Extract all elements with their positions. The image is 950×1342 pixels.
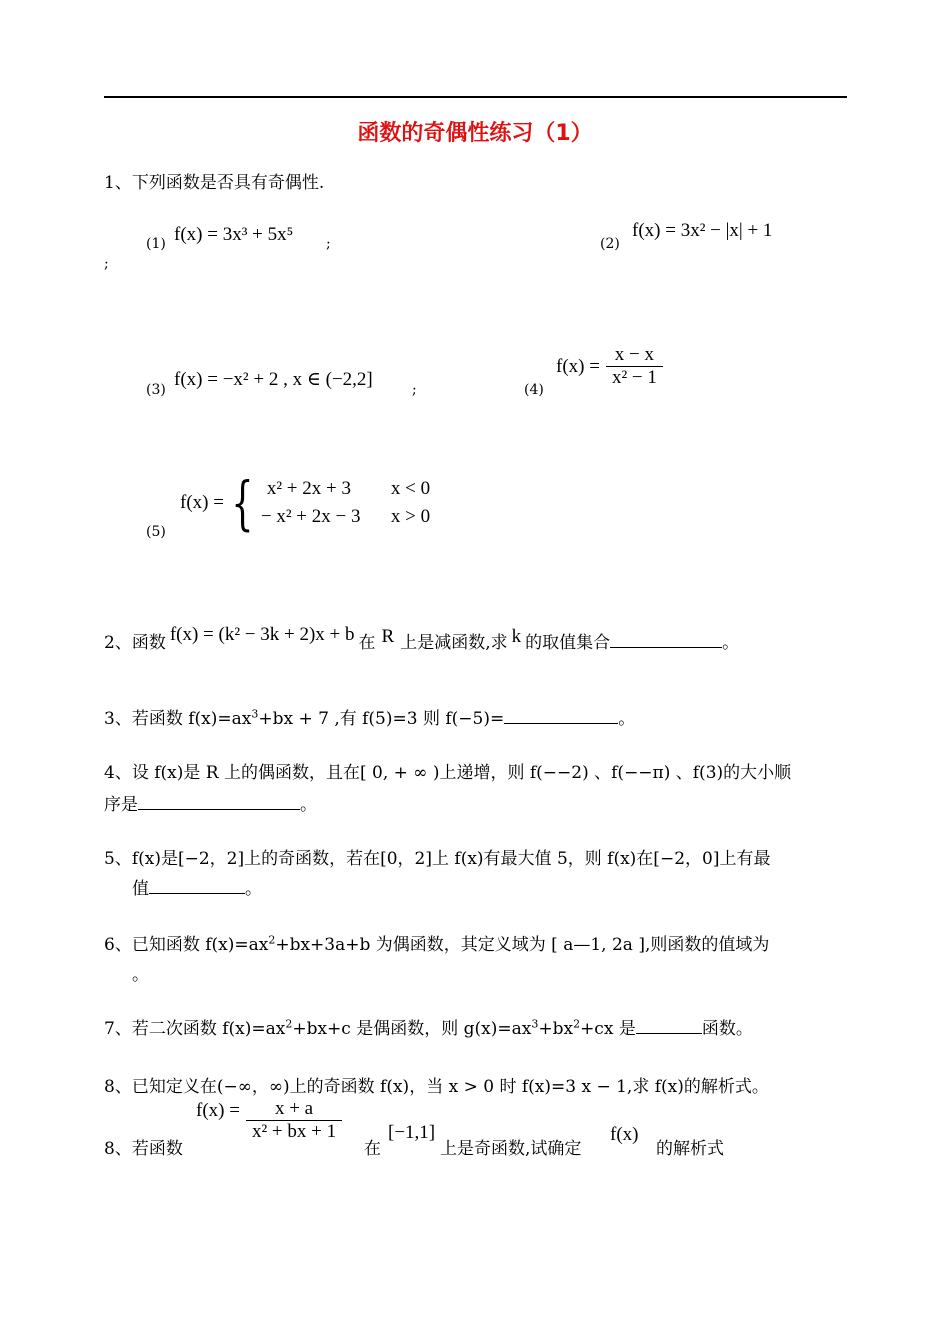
q1-part5-lhs: f(x) =	[180, 492, 224, 513]
q2-var: k	[511, 626, 522, 647]
q3-middle: +bx + 7 ,有 f(5)=3 则 f(−5)=	[258, 709, 505, 729]
question-5-line1: 5、f(x)是[−2，2]上的奇函数，若在[0，2]上 f(x)有最大值 5，则 f(x)在[−2，0]上有最	[104, 849, 771, 869]
q1-part2-tail: ;	[104, 256, 109, 272]
question-6-line2: 。	[132, 965, 149, 985]
q7-part1: 7、若二次函数 f(x)=ax	[104, 1019, 286, 1039]
question-1-stem: 1、下列函数是否具有奇偶性.	[104, 173, 325, 193]
question-6-line1	[104, 930, 769, 955]
q8b-mid1: 在	[364, 1139, 381, 1159]
q1-part3-tail: ;	[412, 382, 417, 398]
q2-prefix: 2、函数	[104, 633, 166, 653]
q1-part2-label: (2)	[600, 236, 620, 252]
q1-part5-expr	[180, 469, 431, 537]
q6-sup: 2	[268, 933, 276, 947]
q2-answer-blank[interactable]	[610, 631, 722, 648]
q8b-numerator: x + a	[274, 1098, 314, 1119]
q5-answer-blank[interactable]	[149, 877, 245, 894]
q1-part1-label: (1)	[146, 236, 166, 252]
q7-sup1: 2	[285, 1017, 293, 1031]
q6-part1: 6、已知函数 f(x)=ax	[104, 935, 269, 955]
q7-part4: +cx 是	[580, 1019, 636, 1039]
q8b-denominator: x² + bx + 1	[246, 1120, 342, 1143]
q8b-mid2: 上是奇函数,试确定	[440, 1139, 582, 1159]
q1-part4-expr	[556, 344, 663, 389]
q2-suffix: 的取值集合	[525, 633, 611, 653]
question-7	[104, 1014, 753, 1039]
q3-end: 。	[618, 709, 636, 729]
q8b-prefix: 8、若函数	[104, 1139, 183, 1159]
q1-part4-label: (4)	[524, 382, 544, 398]
question-4-line1: 4、设 f(x)是 R 上的偶函数，且在[ 0, + ∞ )上递增，则 f(−−2) 、f(−−π) 、f(3)的大小顺	[104, 763, 792, 783]
q8b-fx: f(x)	[610, 1124, 639, 1145]
q3-prefix: 3、若函数 f(x)=ax	[104, 709, 252, 729]
question-3	[104, 704, 635, 729]
q1-part4-lhs: f(x) =	[556, 355, 600, 377]
q8b-fraction	[246, 1098, 342, 1143]
q2-end: 。	[722, 633, 740, 653]
q1-part5-label: (5)	[146, 524, 166, 540]
q1-part5-case2-expr: − x² + 2x − 3	[260, 506, 361, 527]
q8b-suffix: 的解析式	[656, 1139, 724, 1159]
q1-part1-expr: f(x) = 3x³ + 5x⁵	[174, 224, 294, 245]
q8b-interval: [−1,1]	[388, 1122, 436, 1143]
question-4-line2	[104, 790, 317, 815]
q5-end: 。	[245, 879, 262, 899]
q2-expr: f(x) = (k² − 3k + 2)x + b	[169, 624, 355, 645]
q5-line2-text: 值	[132, 879, 149, 899]
q7-sup3: 2	[573, 1017, 581, 1031]
question-5-line2	[132, 874, 262, 899]
q1-part2-expr: f(x) = 3x² − |x| + 1	[632, 220, 773, 241]
header-rule	[104, 96, 847, 98]
q1-part5-case1-expr: x² + 2x + 3	[266, 478, 351, 499]
q2-set: R	[381, 626, 395, 647]
q4-end: 。	[300, 795, 317, 815]
q1-part5-case2-cond: x > 0	[390, 506, 431, 527]
q2-mid1: 在	[358, 633, 376, 653]
q4-answer-blank[interactable]	[138, 793, 300, 810]
q1-part4-denominator: x² − 1	[606, 366, 663, 389]
q7-sup2: 3	[531, 1017, 539, 1031]
q7-part3: +bx	[538, 1019, 574, 1039]
q1-part4-fraction	[606, 344, 663, 389]
q1-part5-case1-cond: x < 0	[390, 478, 431, 499]
q2-mid2: 上是减函数,求	[400, 633, 508, 653]
q7-answer-blank[interactable]	[636, 1017, 702, 1034]
q8b-expr	[196, 1098, 342, 1143]
q1-part1-tail: ;	[326, 236, 331, 252]
q1-part4-numerator: x − x	[614, 344, 655, 365]
left-brace-icon: {	[231, 469, 254, 537]
page-title: 函数的奇偶性练习（1）	[357, 121, 593, 146]
q1-part3-expr: f(x) = −x² + 2 , x ∈ (−2,2]	[174, 369, 373, 390]
q7-end: 函数。	[701, 1019, 753, 1039]
q1-part5-cases	[261, 478, 430, 528]
q3-answer-blank[interactable]	[504, 707, 618, 724]
q3-sup: 3	[251, 707, 259, 721]
q1-part3-label: (3)	[146, 382, 166, 398]
q8b-lhs: f(x) =	[196, 1099, 240, 1121]
question-2	[104, 624, 740, 654]
q6-part2: +bx+3a+b 为偶函数，其定义域为 [ a—1, 2a ],则函数的值域为	[275, 935, 770, 955]
question-8a: 8、已知定义在(−∞，∞)上的奇函数 f(x)，当 x > 0 时 f(x)=3 x − 1,求 f(x)的解析式。	[104, 1077, 769, 1097]
q4-line2-text: 序是	[104, 795, 138, 815]
q7-part2: +bx+c 是偶函数，则 g(x)=ax	[292, 1019, 532, 1039]
